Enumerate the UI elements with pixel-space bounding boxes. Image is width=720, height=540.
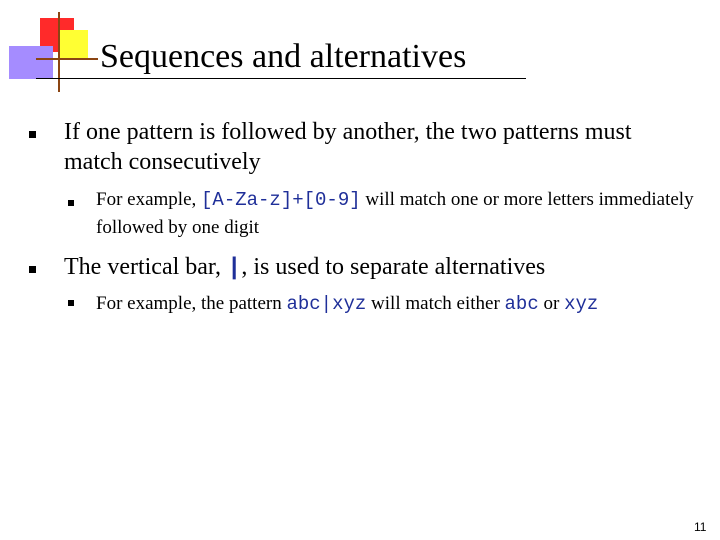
sub-bullet-2-before: For example, the pattern (96, 293, 287, 314)
page-number: 11 (694, 520, 707, 534)
logo-yellow-square (58, 30, 88, 60)
bullet-1 (64, 117, 684, 177)
logo-purple-square (9, 46, 53, 79)
sub-bullet-1-before: For example, (96, 189, 202, 210)
regex-code-abc: abc (504, 293, 539, 315)
bullet-marker-1 (29, 131, 36, 138)
sub-bullet-1-after: will match one or more letters immediately followed by one digit (96, 189, 694, 238)
vertical-bar-code: | (226, 255, 242, 282)
regex-code-xyz: xyz (564, 293, 599, 315)
regex-code-abc-xyz: abc|xyz (286, 293, 367, 315)
slide-logo (0, 0, 100, 100)
title-underline (36, 78, 526, 79)
slide-title: Sequences and alternatives (100, 38, 467, 75)
bullet-2-before: The vertical bar, (64, 254, 227, 280)
sub-bullet-2-after: or (538, 293, 565, 314)
sub-bullet-2 (96, 290, 696, 318)
bullet-marker-2 (29, 266, 36, 273)
sub-bullet-marker-2 (68, 300, 74, 306)
bullet-1-text: If one pattern is followed by another, the two patterns must match consecutively (64, 119, 632, 175)
logo-horizontal-line (36, 58, 98, 60)
bullet-2-after: , is used to separate alternatives (241, 254, 546, 280)
sub-bullet-marker-1 (68, 200, 74, 206)
regex-code-1: [A-Za-z]+[0-9] (201, 189, 361, 211)
bullet-2 (64, 252, 684, 284)
sub-bullet-2-middle: will match either (366, 293, 505, 314)
logo-vertical-line (58, 12, 60, 92)
sub-bullet-1 (96, 186, 696, 241)
